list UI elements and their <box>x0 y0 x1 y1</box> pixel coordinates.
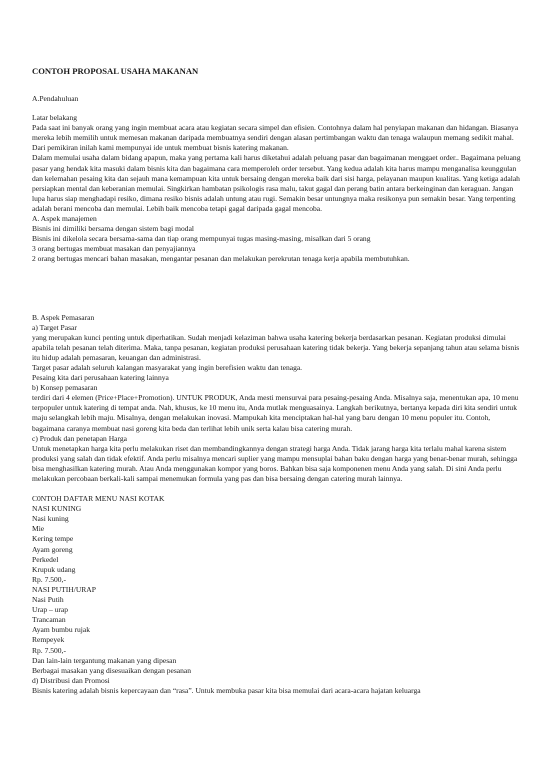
menu-item: Urap – urap <box>32 605 69 615</box>
menu-item: Perkedel <box>32 554 59 564</box>
spacer <box>32 484 524 494</box>
menu-item: Ayam bumbu rujak <box>32 625 90 635</box>
menu-item: Ayam goreng <box>32 544 73 554</box>
menu-item: Rempeyek <box>32 635 65 645</box>
marketing-concept-paragraph: terdiri dari 4 elemen (Price+Place+Promotion). UNTUK PRODUK, Anda mesti mensurvai para pesaing-pesaing Anda. Misalnya saja, menentukan apa, 10 menu terpopuler untuk katering di tempat anda. Nah, khusus, ke 10 menu itu, Anda mutlak menguasainya. Langkah berikutnya, bertanya kepada diri kita sendiri untuk maju selangkah lebih maju. Misalnya, dengan melakukan inovasi. Mampukah kita menciptakan hal-hal yang baru dengan 10 menu populer itu. Contoh, bagaimana caranya membuat nasi goreng kita beda dan terlihat lebih unik serta kalau bisa catering murah. <box>32 393 519 433</box>
spacer <box>32 104 524 113</box>
pricing-heading: c) Produk dan penetapan Harga <box>32 433 127 443</box>
marketing-concept-heading: b) Konsep pemasaran <box>32 383 98 393</box>
menu-note: Berbagai masakan yang disesuaikan dengan pesanan <box>32 665 192 675</box>
document-page <box>32 66 524 696</box>
menu-item: Kering tempe <box>32 534 74 544</box>
background-paragraph-1: Pada saat ini banyak orang yang ingin membuat acara atau kegiatan secara simpel dan efisien. Contohnya dalam hal penyiapan makanan dan hidangan. Biasanya mereka lebih memilih untuk memesan makanan daripada membuatnya sendiri dengan alasan pertimbangan waktu dan tenaga walaupun memang sedikit mahal. Dari pemikiran inilah kami mempunyai ide untuk membuat bisnis katering makanan. <box>32 123 519 153</box>
menu-note: Dan lain-lain tergantung makanan yang dipesan <box>32 655 177 665</box>
menu-item: Krupuk udang <box>32 564 76 574</box>
management-line: 3 orang bertugas membuat masakan dan penyajiannya <box>32 244 196 254</box>
section-a-heading: A.Pendahuluan <box>32 94 79 103</box>
target-market-line: Target pasar adalah seluruh kalangan masyarakat yang ingin berefisien waktu dan tenaga. <box>32 362 303 372</box>
marketing-aspect-heading: B. Aspek Pemasaran <box>32 312 95 322</box>
management-line: Bisnis ini dimiliki bersama dengan sistem bagi modal <box>32 224 195 234</box>
management-line: Bisnis ini dikelola secara bersama-sama dan tiap orang mempunyai tugas masing-masing, misalkan dari 5 orang <box>32 234 371 244</box>
menu-item: NASI KUNING <box>32 504 82 514</box>
menu-price: Rp. 7.500,- <box>32 645 66 655</box>
document-title: CONTOH PROPOSAL USAHA MAKANAN <box>32 66 199 76</box>
menu-item: Mie <box>32 524 45 534</box>
target-market-paragraph: yang merupakan kunci penting untuk diperhatikan. Sudah menjadi kelaziman bahwa usaha katering bekerja berdasarkan pesanan. Kegiatan produksi dimulai apabila telah pesanan telah diterima. Maka, tanpa pesanan, kegiatan produksi perusahaan katering tidak bekerja. Yang bekerja sepanjang tahun atau selama bisnis itu hidup adalah pemasaran, keuangan dan administrasi. <box>32 332 520 362</box>
target-market-heading: a) Target Pasar <box>32 322 77 332</box>
menu-item: NASI PUTIH/URAP <box>32 584 96 594</box>
background-paragraph-2: Dalam memulai usaha dalam bidang apapun, maka yang pertama kali harus diketahui adalah peluang pasar dan bagaimanan menggaet order.. Bagaimana peluang pasar yang hendak kita masuki dalam bisnis kita dan bagaimana cara memperoleh order tersebut. Yang kedua adalah kita harus mampu menganalisa keunggulan dan kelemahan pesaing kita dan sejauh mana kemampuan kita untuk bersaing dengan mereka baik dari sisi harga, pelayanan maupun kualitas. Yang ketiga adalah persiapkan mental dan keberanian memulai. Singkirkan hambatan psikologis rasa malu, takut gagal dan perang batin antara berkeinginan dan keraguan. Jangan lupa harus siap menghadapi resiko, dimana resiko bisnis adalah untung atau rugi. Semakin besar untungnya maka resikonya pun semakin besar. Yang terpenting adalah berani mencoba dan memulai. Lebih baik mencoba tetapi gagal daripada gagal mencoba. <box>32 153 521 213</box>
target-market-line: Pesaing kita dari perusahaan katering lainnya <box>32 373 169 383</box>
menu-item: Trancaman <box>32 615 66 625</box>
menu-item: Nasi kuning <box>32 514 69 524</box>
pricing-paragraph: Untuk menetapkan harga kita perlu melakukan riset dan membandingkannya dengan strategi harga Anda. Tidak jarang harga kita terlalu mahal karena sistem produksi yang salah dan tidak efektif. Anda perlu misalnya mencari suplier yang mampu mensuplai bahan baku dengan harga yang benar-benar murah, sehingga bisa menghasilkan katering murah. Atau Anda menggunakan kompor yang boros. Bahkan bisa saja komponenen menu Anda yang salah. Di sini Anda perlu melakukan percobaan berkali-kali sampai menemukan formula yang pas dan bisa bersaing dengan catering murah lainnya. <box>32 443 518 483</box>
distribution-paragraph: Bisnis katering adalah bisnis kepercayaan dan “rasa”. Untuk membuka pasar kita bisa memulai dari acara-acara hajatan keluarga <box>32 685 421 695</box>
background-heading: Latar belakang <box>32 113 78 123</box>
spacer <box>32 265 524 313</box>
management-aspect-heading: A. Aspek manajemen <box>32 214 97 224</box>
menu-price: Rp. 7.500,- <box>32 574 66 584</box>
menu-item: Nasi Putih <box>32 595 64 605</box>
distribution-heading: d) Distribusi dan Promosi <box>32 675 110 685</box>
menu-heading: C0NTOH DAFTAR MENU NASI KOTAK <box>32 494 165 504</box>
management-line: 2 orang bertugas mencari bahan masakan, mengantar pesanan dan melakukan perekrutan tenaga kerja apabila membutuhkan. <box>32 254 410 264</box>
